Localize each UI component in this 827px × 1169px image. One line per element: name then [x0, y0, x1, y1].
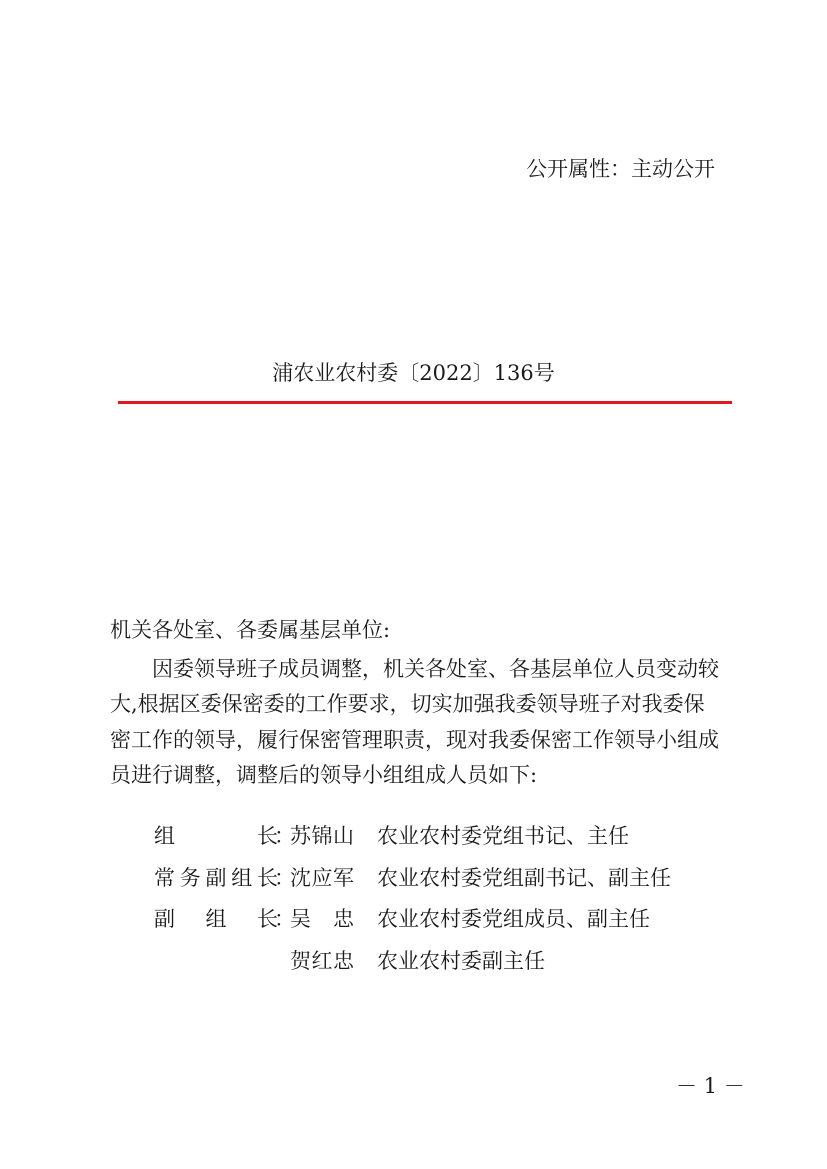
document-number: 浦农业农村委〔2022〕136号 [272, 361, 555, 385]
member-role: 组长 [154, 824, 278, 848]
member-title: 农业农村委党组书记、主任 [377, 824, 629, 848]
member-name: 吴忠 [290, 907, 354, 931]
member-role: 常务副组长 [154, 866, 278, 890]
red-divider-line [118, 401, 732, 404]
member-name: 贺红忠 [290, 949, 354, 973]
member-name: 苏锦山 [290, 824, 354, 848]
member-title: 农业农村委党组成员、副主任 [377, 907, 650, 931]
body-text: 因委领导班子成员调整，机关各处室、各基层单位人员变动较大,根据区委保密委的工作要求，切实加强我委领导班子对我委保密工作的领导，履行保密管理职责，现对我委保密工作领导小组成员进行调整，调整后的领导小组组成人员如下: [110, 657, 719, 788]
member-title: 农业农村委副主任 [377, 949, 545, 973]
page-number: － 1 － [676, 1074, 745, 1098]
addressee: 机关各处室、各委属基层单位: [110, 618, 391, 642]
disclosure-attribute: 公开属性：主动公开 [526, 157, 715, 181]
member-name: 沈应军 [290, 866, 354, 890]
member-colon: ： [274, 907, 295, 931]
member-colon: ： [274, 824, 295, 848]
member-title: 农业农村委党组副书记、副主任 [377, 866, 671, 890]
body-paragraph [110, 652, 724, 794]
member-colon: ： [274, 866, 295, 890]
member-role: 副组长 [154, 907, 278, 931]
